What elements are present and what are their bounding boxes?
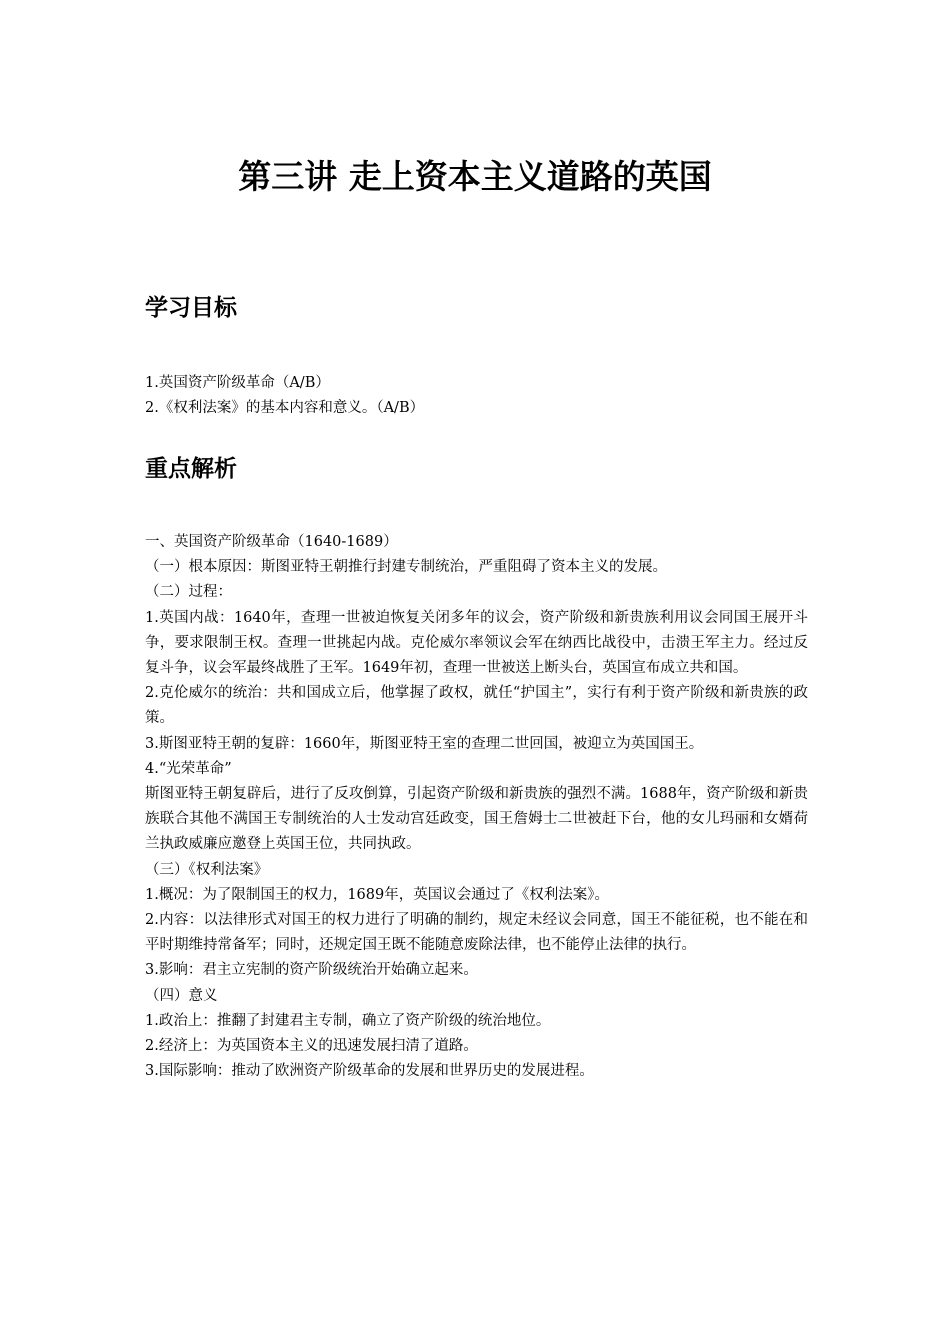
section-subheading: （四）意义 [145,987,218,1004]
analysis-paragraph: 1.英国内战：1640年，查理一世被迫恢复关闭多年的议会，资产阶级和新贵族利用议会同国王展开斗争，要求限制王权。查理一世挑起内战。克伦威尔率领议会军在纳西比战役中，击溃王军主力。经过反复斗争，议会军最终战胜了王军。1649年初，查理一世被送上断头台，英国宣布成立共和国。 [145,609,808,677]
page-title: 第三讲 走上资本主义道路的英国 [238,157,712,196]
section-subheading: 4.“光荣革命” [145,760,232,777]
analysis-line: （一）根本原因：斯图亚特王朝推行封建专制统治，严重阻碍了资本主义的发展。 [145,559,667,576]
analysis-line: 1.概况：为了限制国王的权力，1689年，英国议会通过了《权利法案》。 [145,886,609,903]
analysis-line: 2.经济上：为英国资本主义的迅速发展扫清了道路。 [145,1038,478,1055]
key-analysis-heading: 重点解析 [145,456,237,482]
learning-goals-list [145,371,808,421]
section-subheading: 一、英国资产阶级革命（1640-1689） [145,534,398,550]
section-subheading: （二）过程： [145,584,232,601]
analysis-paragraph: 2.内容：以法律形式对国王的权力进行了明确的制约，规定未经议会同意，国王不能征税，也不能在和平时期维持常备军；同时，还规定国王既不能随意废除法律，也不能停止法律的执行。 [145,912,808,954]
analysis-line: 3.国际影响：推动了欧洲资产阶级革命的发展和世界历史的发展进程。 [145,1063,594,1080]
section-subheading: （三）《权利法案》 [145,861,269,878]
analysis-line: 1.政治上：推翻了封建君主专制，确立了资产阶级的统治地位。 [145,1012,551,1029]
analysis-paragraph: 2.克伦威尔的统治：共和国成立后，他掌握了政权，就任“护国主”，实行有利于资产阶级和新贵族的政策。 [145,685,808,727]
goal-item: 2.《权利法案》的基本内容和意义。（A/B） [145,400,425,417]
analysis-paragraph: 斯图亚特王朝复辟后，进行了反攻倒算，引起资产阶级和新贵族的强烈不满。1688年，资产阶级和新贵族联合其他不满国王专制统治的人士发动宫廷政变，国王詹姆士二世被赶下台，他的女儿玛丽和女婿荷兰执政威廉应邀登上英国王位，共同执政。 [145,786,808,853]
analysis-line: 3.斯图亚特王朝的复辟：1660年，斯图亚特王室的查理二世回国，被迎立为英国国王。 [145,735,704,752]
goal-item: 1.英国资产阶级革命（A/B） [145,375,330,391]
key-analysis-body [145,530,808,1084]
analysis-line: 3.影响：君主立宪制的资产阶级统治开始确立起来。 [145,962,478,979]
learning-goals-heading: 学习目标 [145,295,237,321]
